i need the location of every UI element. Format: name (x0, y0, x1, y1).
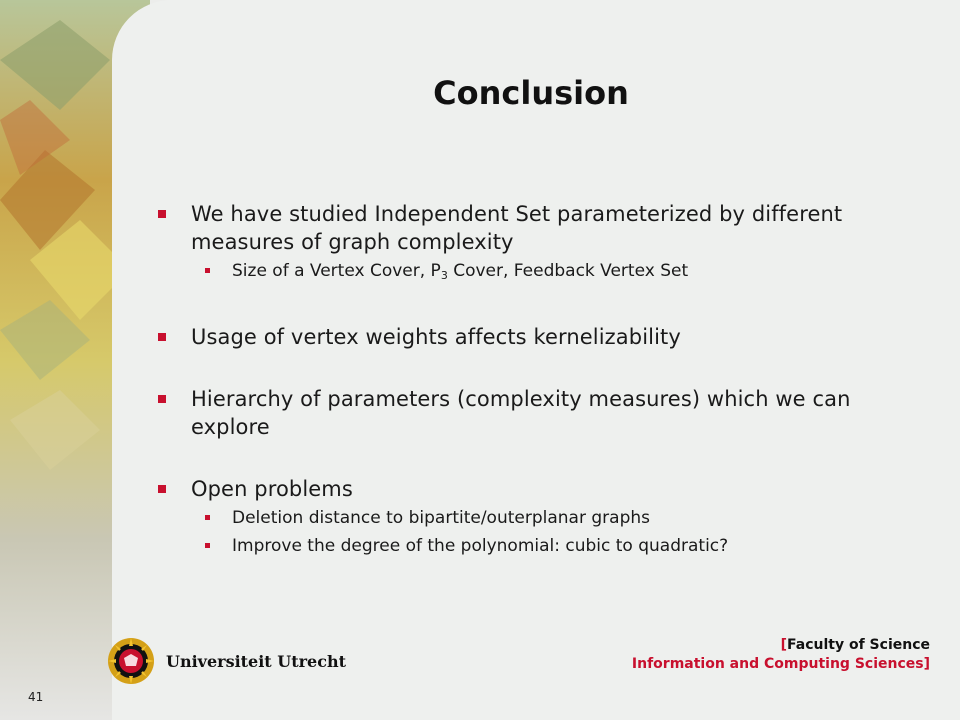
bullet-marker-icon (158, 333, 166, 341)
bullet-text: We have studied Independent Set parameterized by different measures of graph complexity (191, 202, 843, 254)
university-logo (106, 636, 346, 686)
bullet-text: Hierarchy of parameters (complexity measures) which we can explore (191, 387, 851, 439)
sub-bullet-marker-icon (205, 268, 210, 273)
sub-bullet-marker-icon (205, 543, 210, 548)
bullet-text: Usage of vertex weights affects kernelizability (191, 325, 681, 349)
slide-title: Conclusion (433, 74, 629, 112)
bullet-list (155, 200, 915, 559)
sub-bullet-text-before: Size of a Vertex Cover, P (232, 261, 441, 281)
bullet-item (155, 323, 915, 351)
slide-number: 41 (28, 690, 44, 704)
sub-bullet-marker-icon (205, 515, 210, 520)
sub-bullet-text: Deletion distance to bipartite/outerplanar graphs (232, 508, 650, 528)
bullet-marker-icon (158, 485, 166, 493)
sub-bullet-item (155, 505, 915, 531)
bullet-item (155, 200, 915, 256)
department-name: Information and Computing Sciences (631, 656, 924, 672)
sub-bullet-text: Improve the degree of the polynomial: cubic to quadratic? (232, 536, 729, 556)
sun-seal-icon (106, 636, 156, 686)
faculty-name: Faculty of Science (787, 637, 930, 653)
university-name: Universiteit Utrecht (166, 651, 346, 671)
faculty-line-2 (632, 655, 930, 674)
sub-bullet-text-after: Cover, Feedback Vertex Set (447, 261, 689, 281)
bracket-open: [ (780, 637, 788, 653)
subscript: 3 (440, 269, 448, 282)
bullet-item (155, 385, 915, 441)
bullet-marker-icon (158, 210, 166, 218)
bracket-close: ] (923, 656, 930, 672)
bullet-text: Open problems (191, 477, 353, 501)
sub-bullet-item (155, 258, 915, 289)
faculty-line-1 (632, 636, 930, 655)
bullet-marker-icon (158, 395, 166, 403)
faculty-label (632, 636, 930, 674)
sub-bullet-item (155, 533, 915, 559)
bullet-item (155, 475, 915, 503)
